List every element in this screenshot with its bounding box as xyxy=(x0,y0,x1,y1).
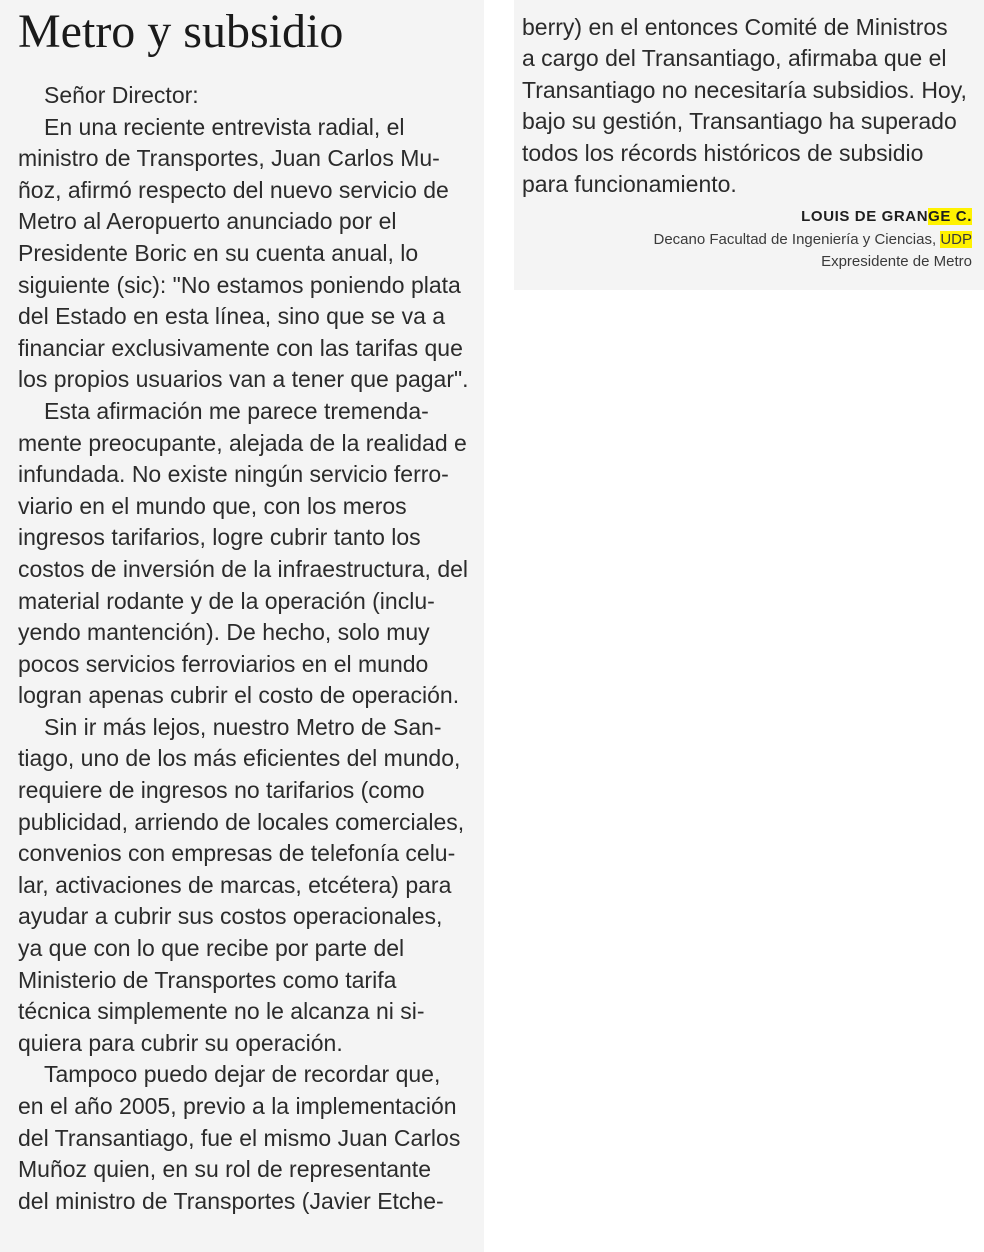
body-line: material rodante y de la operación (inclu- xyxy=(18,587,435,614)
signature-affiliation-highlight: UDP xyxy=(940,231,972,248)
body-line: tiago, uno de los más eficientes del mundo, xyxy=(18,745,461,772)
signature-name-highlight: GE C. xyxy=(928,208,972,225)
body-line: En una reciente entrevista radial, el xyxy=(44,113,405,140)
body-line: técnica simplemente no le alcanza ni si- xyxy=(18,998,425,1025)
body-line: todos los récords históricos de subsidio xyxy=(522,139,924,166)
body-line: Esta afirmación me parece tremenda- xyxy=(44,397,429,424)
body-line: Tampoco puedo dejar de recordar que, xyxy=(44,1061,441,1088)
letter-body-left-column xyxy=(18,80,480,1217)
body-line: Sin ir más lejos, nuestro Metro de San- xyxy=(44,713,442,740)
body-line: ya que con lo que recibe por parte del xyxy=(18,935,405,962)
letter-body-right-column xyxy=(522,12,982,200)
body-line: ministro de Transportes, Juan Carlos Mu- xyxy=(18,145,440,172)
body-line: Ministerio de Transportes como tarifa xyxy=(18,966,397,993)
body-line: en el año 2005, previo a la implementación xyxy=(18,1093,457,1119)
body-line: logran apenas cubrir el costo de operación. xyxy=(18,682,460,709)
body-line: infundada. No existe ningún servicio ferro- xyxy=(18,461,449,488)
body-line: del Transantiago, fue el mismo Juan Carlos xyxy=(18,1124,461,1151)
body-line: Muñoz quien, en su rol de representante xyxy=(18,1156,431,1183)
signature-affiliation xyxy=(512,229,972,251)
signature-former-role: Expresidente de Metro xyxy=(821,253,972,270)
body-line: Señor Director: xyxy=(44,82,199,108)
body-line: para funcionamiento. xyxy=(522,170,737,197)
body-line: ñoz, afirmó respecto del nuevo servicio de xyxy=(18,176,449,203)
body-line: Transantiago no necesitaría subsidios. Hoy, xyxy=(522,76,967,103)
signature-name xyxy=(512,205,972,229)
body-line: berry) en el entonces Comité de Ministros xyxy=(522,14,948,40)
body-line: del ministro de Transportes (Javier Etche- xyxy=(18,1187,444,1214)
letter-signature xyxy=(512,205,972,273)
body-line: convenios con empresas de telefonía celu- xyxy=(18,840,456,867)
body-line: publicidad, arriendo de locales comerciales, xyxy=(18,808,465,835)
body-line: Presidente Boric en su cuenta anual, lo xyxy=(18,239,419,266)
body-line: quiera para cubrir su operación. xyxy=(18,1029,343,1056)
body-line: mente preocupante, alejada de la realidad e xyxy=(18,429,467,456)
body-line: pocos servicios ferroviarios en el mundo xyxy=(18,650,429,677)
signature-affiliation-plain: Decano Facultad de Ingeniería y Ciencias, xyxy=(653,231,941,248)
body-line: bajo su gestión, Transantiago ha superado xyxy=(522,108,957,135)
body-line: del Estado en esta línea, sino que se va a xyxy=(18,303,446,330)
body-line: los propios usuarios van a tener que pagar". xyxy=(18,366,469,393)
body-line: siguiente (sic): "No estamos poniendo plata xyxy=(18,271,461,298)
body-line: ayudar a cubrir sus costos operacionales, xyxy=(18,903,443,930)
body-line: lar, activaciones de marcas, etcétera) para xyxy=(18,871,452,898)
signature-name-plain: LOUIS DE GRAN xyxy=(801,208,929,225)
body-line: requiere de ingresos no tarifarios (como xyxy=(18,777,425,804)
body-line: viario en el mundo que, con los meros xyxy=(18,492,407,519)
body-line: ingresos tarifarios, logre cubrir tanto los xyxy=(18,524,421,551)
body-line: a cargo del Transantiago, afirmaba que el xyxy=(522,45,947,72)
body-line: Metro al Aeropuerto anunciado por el xyxy=(18,208,397,235)
body-line: yendo mantención). De hecho, solo muy xyxy=(18,619,430,646)
body-line: financiar exclusivamente con las tarifas que xyxy=(18,334,463,361)
body-line: costos de inversión de la infraestructura, del xyxy=(18,555,469,582)
letter-headline: Metro y subsidio xyxy=(18,5,344,58)
